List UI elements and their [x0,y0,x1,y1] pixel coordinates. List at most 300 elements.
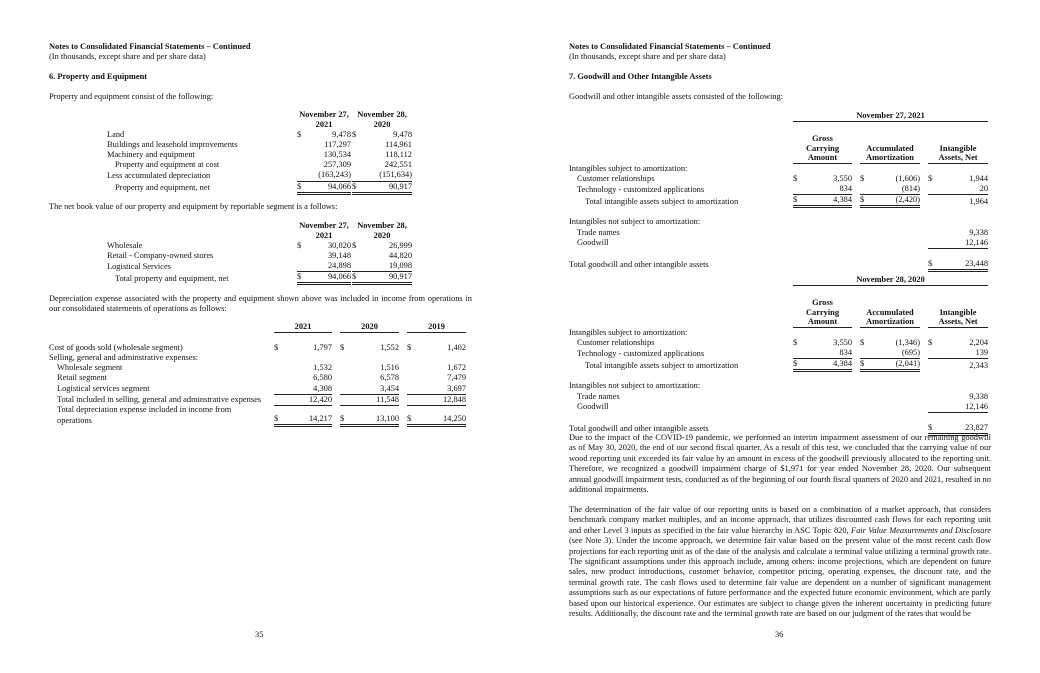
header-gap-row [569,286,988,298]
dollar-sign [297,160,306,170]
column-gap [852,402,860,413]
column-gap [920,207,928,217]
row-label: Intangibles not subject to amortization: [569,217,701,227]
dollar-sign [793,164,802,174]
row-label [569,412,791,422]
period-header: November 28, 2020 [793,275,988,286]
amount-cell [416,332,466,342]
fair-value-text-a: The determination of the fair value of our reporting units is based on a combination of a market approach, that considers benchmark company market multiples, and an income approach, that utilizes discounted cash flows for each reporting unit and other Level 3 inputs as specified in the fair value hierarchy in ASC Topic 820, [569,505,991,535]
dollar-sign [274,373,283,383]
header-spacer [107,221,295,241]
right-page-title: Notes to Consolidated Financial Statements – Continued [569,42,771,51]
amount-cell: 3,454 [349,384,399,395]
column-gap [332,332,340,342]
header-spacer [569,275,791,286]
dollar-sign [793,207,802,217]
amount-cell: 1,964 [969,196,989,206]
period-header: November 27, 2021 [793,111,988,122]
column-gap [332,394,340,405]
column-header: November 28, 2020 [357,221,407,240]
dollar-sign [274,363,283,373]
column-header: 2019 [407,322,466,332]
amount-cell [937,328,988,338]
depreciation-expense-table [49,322,466,427]
left-page-title: Notes to Consolidated Financial Statements – Continued [49,42,251,51]
amount-cell [937,217,988,227]
row-label: Total included in selling, general and adminstrative expenses [57,395,262,405]
dollar-sign: $ [793,195,802,207]
row-label: Buildings and leasehold improvements [107,139,238,149]
amount-cell: 3,550 [833,173,852,183]
column-gap [852,392,860,402]
goodwill-intro-text: Goodwill and other intangible assets consisted of the following: [569,92,783,101]
column-header: Intangible Assets, Net [928,298,988,328]
column-gap [920,338,928,348]
column-gap [920,195,928,207]
column-gap [920,164,928,174]
table-row [107,181,412,193]
dollar-sign: $ [297,129,302,139]
header-spacer [569,122,791,134]
dollar-sign: $ [297,272,306,284]
dollar-sign [860,381,869,391]
row-label [49,332,272,342]
amount-cell [937,412,988,422]
amount-cell: 834 [802,184,852,195]
dollar-sign: $ [407,342,412,352]
table-row [569,348,988,359]
amount-cell: 9,338 [969,391,989,401]
table-row [107,140,412,150]
row-label: Land [107,129,125,139]
dollar-sign [274,394,283,405]
column-gap [920,359,928,371]
dollar-sign [860,259,869,271]
dollar-sign [793,392,802,402]
dollar-sign [793,371,802,381]
row-label: Property and equipment, net [115,183,210,193]
row-label: Intangibles not subject to amortization: [569,381,701,391]
dollar-sign [928,359,937,371]
dollar-sign [793,228,802,238]
column-header-row [49,322,466,332]
amount-cell [802,412,852,422]
row-label: Technology - customized applications [577,184,705,194]
amount-cell [283,332,332,342]
amount-cell: 4,308 [283,384,332,395]
column-header-row [569,134,988,164]
column-gap [920,348,928,359]
row-label: Logistical Services [107,261,171,271]
amount-cell: 1,532 [313,363,332,373]
row-label [569,207,791,217]
dollar-sign: $ [297,240,302,250]
dollar-sign [340,373,349,383]
amount-cell [869,259,920,271]
amount-cell: 257,309 [323,160,351,170]
row-label: Wholesale segment [57,363,123,373]
table-row [49,394,466,405]
column-gap [852,348,860,359]
column-header: 2020 [340,322,399,332]
dollar-sign [793,248,802,258]
column-gap [920,238,928,249]
amount-cell: 118,112 [385,150,412,159]
dollar-sign: $ [793,173,798,183]
header-spacer [852,298,860,328]
amount-cell [802,207,852,217]
column-gap [852,238,860,249]
dollar-sign [928,184,937,195]
dollar-sign [297,150,306,160]
amount-cell [349,353,399,363]
table-row [569,238,988,249]
amount-cell [802,392,852,402]
table-row [569,359,988,371]
amount-cell [869,381,920,391]
dollar-sign [274,353,283,363]
dollar-sign: $ [407,405,416,425]
row-label: Property and equipment at cost [115,160,220,170]
column-gap [852,228,860,238]
dollar-sign: $ [274,342,279,352]
header-spacer [920,134,928,164]
amount-cell: 2,343 [969,360,989,370]
fair-value-paragraph [569,505,991,619]
row-label: Total intangible assets subject to amortization [585,360,739,370]
header-spacer [852,134,860,164]
dollar-sign: $ [860,337,865,347]
header-spacer [49,322,272,332]
amount-cell: 14,217 [283,405,332,425]
amount-cell: 1,672 [447,363,466,373]
dollar-sign [928,228,937,238]
column-gap [852,217,860,227]
amount-cell: (1,606) [895,173,920,183]
amount-cell: 130,534 [323,150,351,159]
amount-cell: 39,148 [327,250,351,260]
column-gap [920,184,928,195]
header-spacer [569,111,791,122]
amount-cell [802,259,852,271]
header-spacer [569,298,791,328]
amount-cell [869,402,920,413]
row-label: Customer relationships [577,173,655,183]
column-gap [920,248,928,258]
table-row [49,332,466,342]
dollar-sign [340,353,349,363]
dollar-sign [928,381,937,391]
table-row [49,353,466,363]
amount-cell: 13,100 [349,405,399,425]
table-row [569,184,988,195]
dollar-sign [928,402,937,413]
dollar-sign [860,184,869,195]
column-gap [920,259,928,271]
amount-cell [869,217,920,227]
column-gap [399,373,407,383]
column-gap [852,207,860,217]
amount-cell [869,371,920,381]
row-label: Total property and equipment, net [115,273,229,283]
column-gap [399,394,407,405]
dollar-sign [297,170,306,181]
amount-cell: 834 [802,348,852,359]
row-label: Goodwill [577,402,609,412]
dollar-sign [793,217,802,227]
column-gap [920,328,928,338]
period-header-row [569,111,988,122]
dollar-sign [860,328,869,338]
amount-cell: 23,827 [937,423,988,435]
column-gap [399,343,407,353]
amount-cell: 6,580 [313,373,332,383]
amount-cell: 90,917 [361,272,412,284]
amount-cell: 12,146 [937,402,988,413]
dollar-sign: $ [340,342,345,352]
amount-cell [869,392,920,402]
amount-cell [802,217,852,227]
amount-cell [937,248,988,258]
table-row [107,170,412,181]
amount-cell [802,248,852,258]
amount-cell [869,228,920,238]
segment-net-book-value-table [107,221,412,285]
column-gap [332,353,340,363]
amount-cell: 94,066 [306,181,351,193]
dollar-sign [860,164,869,174]
column-gap [920,174,928,184]
column-gap [852,371,860,381]
column-gap [399,405,407,425]
dollar-sign: $ [928,423,937,435]
impairment-paragraph: Due to the impact of the COVID-19 pandemic, we performed an interim impairment assessment of our remaining goodwill as of May 30, 2020, the end of our second fiscal quarter. As a result of this test, we concluded that the carrying value of our wood reporting unit exceeded its fair value by an amount in excess of the goodwill previously allocated to the reporting unit. Therefore, we recognized a goodwill impairment charge of $1,971 for year ended November 28, 2020. Our subsequent annual goodwill impairment tests, conducted as of the beginning of our fourth fiscal quarters of 2020 and 2021, resulted in no additional impairments. [569,433,991,495]
column-gap [920,228,928,238]
right-page-subtitle: (In thousands, except share and per share data) [569,52,726,61]
amount-cell: (1,346) [895,337,920,347]
amount-cell: 114,961 [385,139,412,149]
dollar-sign [407,384,416,395]
column-gap [332,384,340,395]
column-gap [332,373,340,383]
column-header: Gross Carrying Amount [793,134,852,164]
table-row [49,363,466,373]
table-row [107,261,412,272]
amount-cell: 2,204 [969,337,989,347]
column-gap [852,184,860,195]
header-spacer [920,298,928,328]
column-header: Gross Carrying Amount [793,298,852,328]
amount-cell: 7,479 [447,373,466,383]
property-equipment-table [107,110,412,195]
segment-intro-text: The net book value of our property and equipment by reportable segment is a follows: [49,202,338,211]
amount-cell: (814) [869,184,920,195]
column-gap [399,363,407,373]
column-gap [399,332,407,342]
header-spacer [399,322,407,332]
amount-cell: 14,250 [416,405,466,425]
amount-cell: 24,898 [306,261,351,272]
table-row [569,392,988,402]
header-spacer [332,322,340,332]
row-label: Customer relationships [577,337,655,347]
dollar-sign [928,348,937,359]
amount-cell: 1,797 [313,342,332,352]
dollar-sign [860,248,869,258]
amount-cell: 12,848 [416,394,466,405]
amount-cell [869,238,920,249]
column-header: 2021 [274,322,332,332]
amount-cell: 1,516 [380,363,399,373]
row-label: Retail - Company-owned stores [107,250,214,260]
dollar-sign [352,140,361,150]
left-page-subtitle: (In thousands, except share and per share data) [49,52,206,61]
dollar-sign [274,384,283,395]
amount-cell: 19,098 [361,261,412,272]
row-label [569,248,791,258]
header-spacer [569,134,791,164]
column-gap [332,405,340,425]
dollar-sign: $ [274,405,283,425]
table-row [569,328,988,338]
table-row [569,217,988,227]
row-label: Machinery and equipment [107,150,195,159]
dollar-sign: $ [297,181,306,193]
depreciation-intro-text: Depreciation expense associated with the property and equipment shown above was included in income from operations in our consolidated statements of operations as follows: [49,294,472,314]
amount-cell [283,353,332,363]
row-label: Intangibles subject to amortization: [569,327,688,337]
dollar-sign [297,140,306,150]
row-label: Logistical services segment [57,384,150,393]
dollar-sign [860,228,869,238]
amount-cell [937,371,988,381]
amount-cell: (163,243) [306,170,351,181]
dollar-sign [407,394,416,405]
dollar-sign [793,184,802,195]
column-gap [852,381,860,391]
amount-cell [802,228,852,238]
amount-cell: 4,384 [802,195,852,207]
column-gap [920,412,928,422]
column-gap [852,338,860,348]
dollar-sign [352,170,361,181]
row-label: Technology - customized applications [577,348,705,358]
column-header: Accumulated Amortization [860,134,920,164]
section-heading-property-equipment: 6. Property and Equipment [49,72,148,81]
table-row [569,207,988,217]
column-gap [920,217,928,227]
column-gap [399,353,407,363]
amount-cell: 11,548 [349,394,399,405]
dollar-sign [352,261,361,272]
dollar-sign [860,412,869,422]
amount-cell [869,207,920,217]
amount-cell [349,332,399,342]
dollar-sign: $ [352,181,361,193]
dollar-sign [340,394,349,405]
dollar-sign [297,251,306,261]
intangibles-2020-table [569,275,988,436]
fair-value-text-b: (see Note 3). Under the income approach, we determine fair value based on the present value of the most recent cash flow projections for each reporting unit as of the date of the analysis and calculate a terminal value utilizing a terminal growth rate. The significant assumptions under this approach include, among others: income projections, which are dependent on future sales, new product introductions, customer behavior, competitor pricing, operating expenses, the discount rate, and the terminal growth rate. The cash flows used to determine fair value are dependent on a number of significant management assumptions such as our expectations of future performance and the expected future economic environment, which are partly based upon our historical experience. Our estimates are subject to change given the inherent uncertainty in predicting future results. Additionally, the discount rate and the terminal growth rate are based on our judgment of the rates that would be [569,536,991,619]
dollar-sign [793,402,802,413]
row-label: Trade names [577,391,620,401]
dollar-sign [928,412,937,422]
column-gap [852,195,860,207]
column-header: November 27, 2021 [299,221,349,240]
amount-cell: 12,146 [937,238,988,249]
amount-cell: (151,634) [361,170,412,181]
page-number-left: 35 [255,630,264,639]
table-row [569,381,988,391]
table-row [569,338,988,348]
table-row [107,150,412,160]
amount-cell: 139 [937,348,988,359]
dollar-sign [340,332,349,342]
amount-cell: 9,338 [969,227,989,237]
property-intro-text: Property and equipment consist of the following: [49,92,214,101]
column-gap [852,259,860,271]
dollar-sign: $ [352,129,357,139]
row-label: Trade names [577,227,620,237]
table-row [49,373,466,383]
dollar-sign [297,261,306,272]
amount-cell [802,381,852,391]
table-row [569,228,988,238]
column-header: November 27, 2021 [299,110,349,129]
column-gap [399,384,407,395]
column-gap [852,328,860,338]
amount-cell: 4,384 [802,359,852,371]
dollar-sign [340,363,349,373]
dollar-sign [793,381,802,391]
column-gap [332,343,340,353]
column-header-row [569,298,988,328]
table-row [107,241,412,251]
dollar-sign [352,150,361,160]
table-row [569,259,988,271]
row-label: Total goodwill and other intangible assets [569,260,709,270]
table-row [569,412,988,422]
amount-cell [802,371,852,381]
dollar-sign: $ [352,272,361,284]
column-gap [852,248,860,258]
dollar-sign: $ [793,359,802,371]
amount-cell [802,164,852,174]
asc-topic-title: Fair Value Measurements and Disclosure [850,525,991,535]
amount-cell: 26,999 [388,240,412,250]
amount-cell: 6,578 [380,373,399,383]
row-label: Total goodwill and other intangible assets [569,424,709,434]
amount-cell: (695) [869,348,920,359]
period-header-row [569,275,988,286]
amount-cell: 44,820 [388,250,412,260]
column-gap [852,164,860,174]
dollar-sign [928,195,937,207]
row-label: Goodwill [577,238,609,248]
amount-cell [869,248,920,258]
column-header: Intangible Assets, Net [928,134,988,164]
amount-cell: 9,478 [393,129,412,139]
dollar-sign [928,164,937,174]
dollar-sign [860,348,869,359]
amount-cell: 9,478 [332,129,351,139]
dollar-sign: $ [793,337,798,347]
column-header-row [107,110,412,130]
amount-cell: 3,550 [833,337,852,347]
table-row [107,130,412,140]
column-gap [852,359,860,371]
amount-cell [869,164,920,174]
